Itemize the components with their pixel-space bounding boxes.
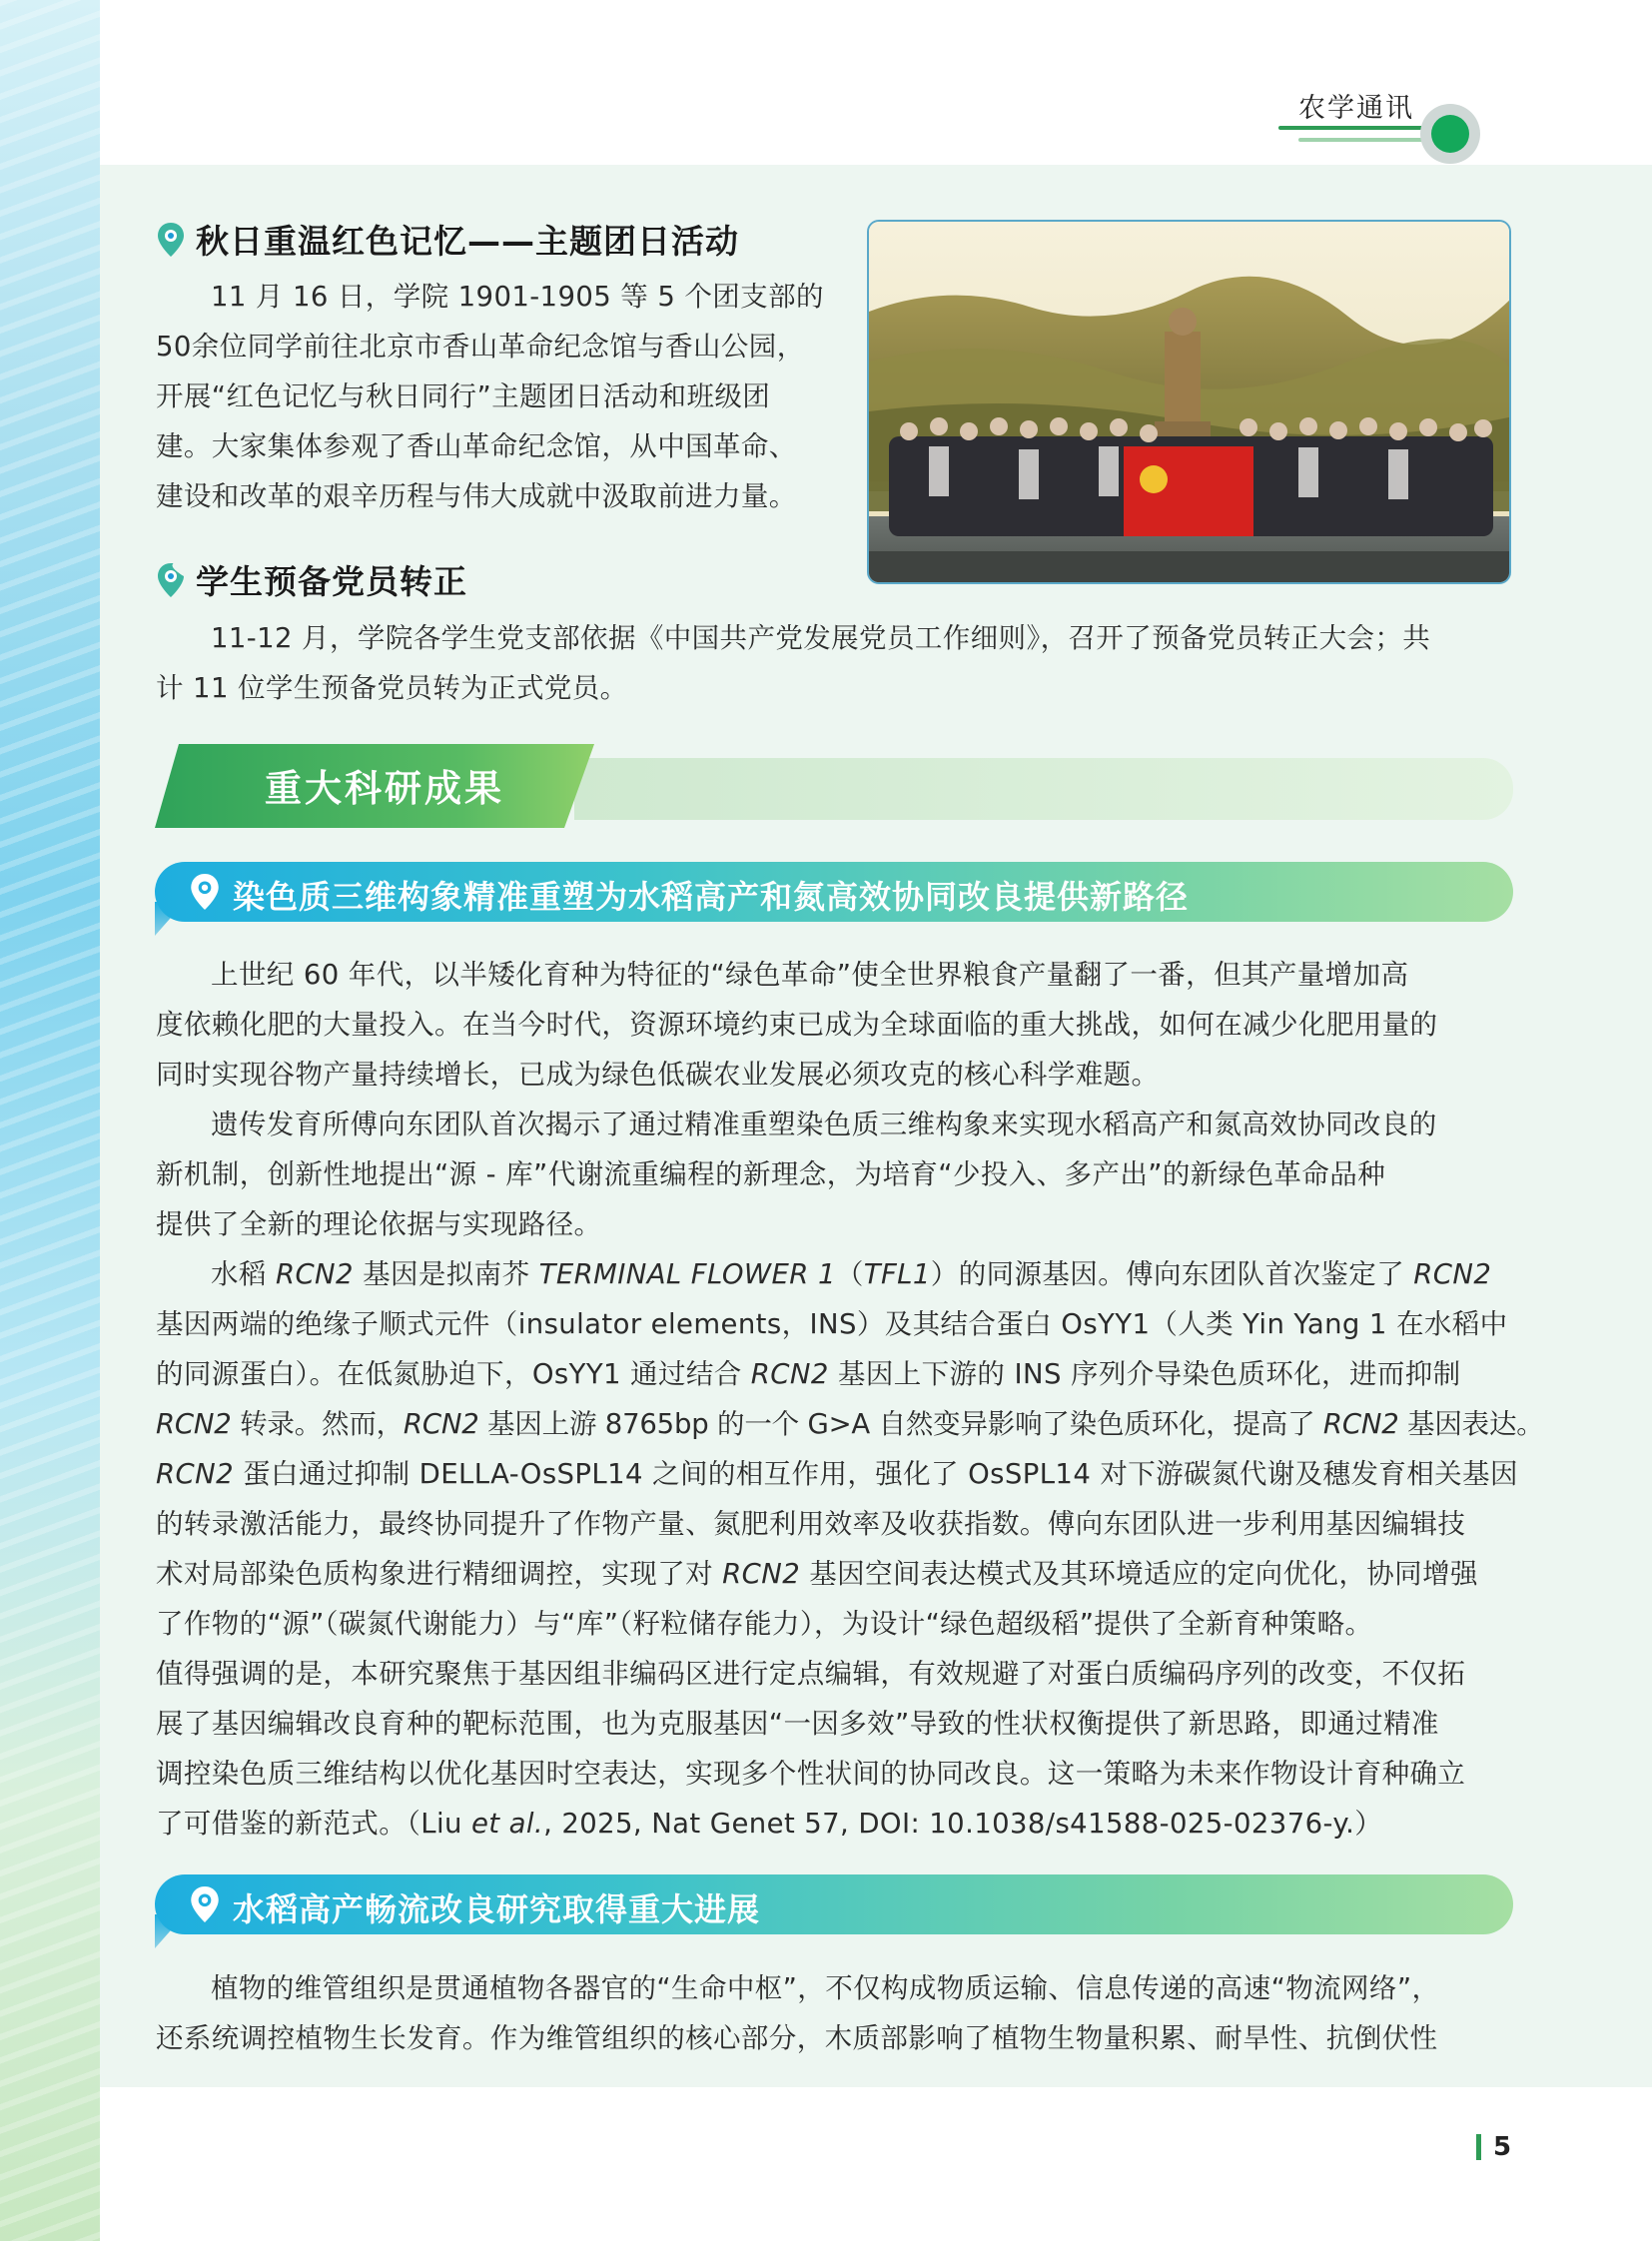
- text-line: 建。大家集体参观了香山革命纪念馆，从中国革命、: [156, 430, 797, 462]
- topic-title: 染色质三维构象精准重塑为水稻高产和氮高效协同改良提供新路径: [233, 878, 1190, 916]
- text-line: 同时实现谷物产量持续增长，已成为绿色低碳农业发展必须攻克的核心科学难题。: [156, 1059, 1160, 1091]
- text-line: 50余位同学前往北京市香山革命纪念馆与香山公园，: [156, 331, 805, 363]
- text-line: RCN2 转录。然而，RCN2 基因上游 8765bp 的一个 G>A 自然变异影响了染色质环化，提高了 RCN2 基因表达。: [156, 1408, 1544, 1440]
- header-divider: [1278, 126, 1428, 130]
- text-line: 上世纪 60 年代，以半矮化育种为特征的“绿色革命”使全世界粮食产量翻了一番，但其产量增加高: [211, 959, 1409, 991]
- text-line: RCN2 蛋白通过抑制 DELLA-OsSPL14 之间的相互作用，强化了 OsSPL14 对下游碳氮代谢及穗发育相关基因: [156, 1458, 1518, 1490]
- location-pin-icon: [156, 222, 186, 258]
- topic-bar-rice-flow: [155, 1874, 1513, 1934]
- text-line: 的转录激活能力，最终协同提升了作物产量、氮肥利用效率及收获指数。傅向东团队进一步利用基因编辑技: [156, 1508, 1466, 1540]
- text-line: 度依赖化肥的大量投入。在当今时代，资源环境约束已成为全球面临的重大挑战，如何在减少化肥用量的: [156, 1009, 1438, 1041]
- location-pin-icon: [189, 1885, 221, 1923]
- text-line: 基因两端的绝缘子顺式元件（insulator elements，INS）及其结合蛋白 OsYY1（人类 Yin Yang 1 在水稻中: [156, 1308, 1508, 1340]
- decorative-side-strip: [0, 0, 100, 2241]
- banner-light-band: [574, 758, 1513, 820]
- location-pin-icon: [156, 562, 186, 598]
- paragraph-rice-flow: [156, 1963, 1514, 2063]
- text-line: 水稻 RCN2 基因是拟南芥 TERMINAL FLOWER 1（TFL1）的同源基因。傅向东团队首次鉴定了 RCN2: [211, 1258, 1492, 1290]
- paragraph-league-day: [156, 272, 835, 521]
- text-line: 还系统调控植物生长发育。作为维管组织的核心部分，木质部影响了植物生物量积累、耐旱性、抗倒伏性: [156, 2022, 1438, 2054]
- text-line: 的同源蛋白）。在低氮胁迫下，OsYY1 通过结合 RCN2 基因上下游的 INS 序列介导染色质环化，进而抑制: [156, 1358, 1461, 1390]
- text-line: 开展“红色记忆与秋日同行”主题团日活动和班级团: [156, 380, 771, 412]
- text-line: 展了基因编辑改良育种的靶标范围，也为克服基因“一因多效”导致的性状权衡提供了新思路，即通过精准: [156, 1708, 1439, 1740]
- journal-title: 农学通讯: [1298, 93, 1414, 124]
- text-line: 建设和改革的艰辛历程与伟大成就中汲取前进力量。: [156, 480, 797, 512]
- section-heading-party-member: [156, 556, 467, 603]
- header-dot-icon: [1431, 115, 1469, 153]
- topic-title: 水稻高产畅流改良研究取得重大进展: [233, 1890, 761, 1928]
- page-number-bar: [1476, 2134, 1481, 2160]
- section-banner-research: [155, 744, 1513, 828]
- text-line: 了作物的“源”（碳氮代谢能力）与“库”（籽粒储存能力），为设计“绿色超级稻”提供了全新育种策略。: [156, 1608, 1373, 1640]
- page-number-text: 5: [1493, 2132, 1512, 2162]
- text-line: 遗传发育所傅向东团队首次揭示了通过精准重塑染色质三维构象来实现水稻高产和氮高效协同改良的: [211, 1109, 1437, 1140]
- text-line: 新机制，创新性地提出“源 - 库”代谢流重编程的新理念，为培育“少投入、多产出”的新绿色革命品种: [156, 1158, 1386, 1190]
- text-line: 调控染色质三维结构以优化基因时空表达，实现多个性状间的协同改良。这一策略为未来作物设计育种确立: [156, 1758, 1466, 1790]
- header-badge: [1278, 82, 1508, 162]
- paragraph-chromatin: [156, 950, 1544, 1849]
- text-line: 计 11 位学生预备党员转为正式党员。: [156, 672, 628, 704]
- text-line: 术对局部染色质构象进行精细调控，实现了对 RCN2 基因空间表达模式及其环境适应的定向优化，协同增强: [156, 1558, 1478, 1590]
- text-line: 值得强调的是，本研究聚焦于基因组非编码区进行定点编辑，有效规避了对蛋白质编码序列的改变，不仅拓: [156, 1658, 1466, 1690]
- text-line: 提供了全新的理论依据与实现路径。: [156, 1208, 602, 1240]
- banner-title: 重大科研成果: [265, 767, 504, 810]
- text-line: 植物的维管组织是贯通植物各器官的“生命中枢”，不仅构成物质运输、信息传递的高速“物流网络”，: [211, 1972, 1440, 2004]
- topic-bar-chromatin: [155, 862, 1513, 922]
- group-photo-illustration: [869, 222, 1511, 584]
- text-line: 了可借鉴的新范式。（Liu et al., 2025, Nat Genet 57, DOI: 10.1038/s41588-025-02376-y.）: [156, 1808, 1383, 1840]
- section-heading-league-day: [156, 216, 739, 263]
- heading-text: 秋日重温红色记忆——主题团日活动: [196, 222, 739, 261]
- text-line: 11-12 月，学院各学生党支部依据《中国共产党发展党员工作细则》，召开了预备党员转正大会；共: [211, 622, 1431, 654]
- location-pin-icon: [189, 873, 221, 911]
- text-line: 11 月 16 日，学院 1901-1905 等 5 个团支部的: [211, 281, 824, 313]
- page-number: [1476, 2132, 1511, 2162]
- paragraph-party-member: [156, 613, 1514, 713]
- heading-text: 学生预备党员转正: [196, 562, 467, 601]
- group-photo: [867, 220, 1511, 584]
- header-divider-light: [1298, 138, 1438, 142]
